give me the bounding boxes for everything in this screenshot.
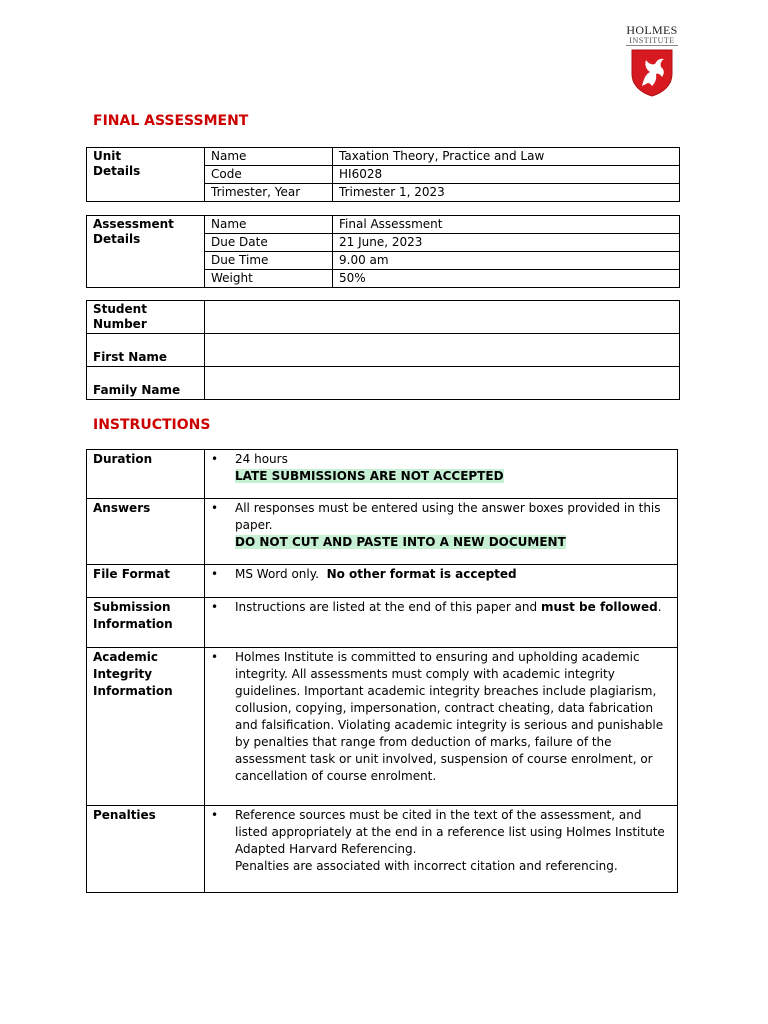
instructions-table: [86, 449, 678, 893]
instruction-row-penalties: [87, 806, 678, 893]
assessment-key-name: Name: [205, 216, 333, 234]
student-info-table: [86, 300, 680, 400]
academic-label-line3: Information: [93, 684, 173, 698]
assessment-value-name: Final Assessment: [333, 216, 680, 234]
duration-text: 24 hours: [235, 452, 288, 466]
unit-key-code: Code: [205, 166, 333, 184]
assessment-value-due-time: 9.00 am: [333, 252, 680, 270]
first-name-field[interactable]: [205, 334, 680, 367]
bullet: •: [211, 600, 219, 614]
unit-details-label: [87, 148, 205, 202]
unit-key-name: Name: [205, 148, 333, 166]
bullet: •: [211, 567, 219, 581]
logo-text-holmes: HOLMES: [626, 23, 678, 37]
instruction-row-duration: [87, 450, 678, 499]
holmes-institute-logo: [626, 24, 678, 96]
shield-icon: [626, 48, 678, 98]
instruction-row-answers: [87, 499, 678, 565]
academic-integrity-content: [205, 648, 678, 806]
instruction-row-submission: [87, 598, 678, 648]
assessment-details-label: [87, 216, 205, 288]
no-cut-paste-warning: DO NOT CUT AND PASTE INTO A NEW DOCUMENT: [235, 535, 566, 549]
academic-integrity-label: [87, 648, 205, 806]
family-name-field[interactable]: [205, 367, 680, 400]
assessment-key-weight: Weight: [205, 270, 333, 288]
late-submission-warning: LATE SUBMISSIONS ARE NOT ACCEPTED: [235, 469, 504, 483]
file-format-text: MS Word only.: [235, 567, 319, 581]
penalties-label: Penalties: [87, 806, 205, 893]
answers-text: All responses must be entered using the answer boxes provided in this paper.: [235, 501, 661, 532]
assessment-value-due-date: 21 June, 2023: [333, 234, 680, 252]
submission-text-end: .: [657, 600, 662, 614]
academic-label-line2: Integrity: [93, 667, 153, 681]
file-format-label: File Format: [87, 565, 205, 598]
academic-label-line1: Academic: [93, 650, 158, 664]
penalties-content: [205, 806, 678, 893]
assessment-value-weight: 50%: [333, 270, 680, 288]
instruction-row-file-format: [87, 565, 678, 598]
academic-integrity-text: Holmes Institute is committed to ensuring and upholding academic integrity. All assessments must comply with academic integrity guidelines. Important academic integrity breaches include plagiarism, collusion, copying, impersonation, contract cheating, data fabrication and falsification. Violating academic integrity is serious and punishable by penalties that range from deduction of marks, failure of the assessment task or unit involved, suspension of course enrolment, or cancellation of course enrolment.: [235, 650, 664, 783]
bullet: •: [211, 808, 219, 822]
assessment-details-table: [86, 215, 680, 288]
unit-value-name: Taxation Theory, Practice and Law: [333, 148, 680, 166]
unit-label-line1: Unit: [93, 149, 122, 163]
unit-key-trimester: Trimester, Year: [205, 184, 333, 202]
unit-value-code: HI6028: [333, 166, 680, 184]
assessment-key-due-time: Due Time: [205, 252, 333, 270]
unit-label-line2: Details: [93, 164, 141, 178]
bullet: •: [211, 650, 219, 664]
submission-label-line1: Submission: [93, 600, 171, 614]
submission-label: [87, 598, 205, 648]
instructions-heading: INSTRUCTIONS: [93, 417, 211, 433]
student-number-field[interactable]: [205, 301, 680, 334]
assessment-label-line1: Assessment: [93, 217, 174, 231]
penalties-text-2: Penalties are associated with incorrect citation and referencing.: [235, 859, 618, 873]
duration-content: [205, 450, 678, 499]
submission-label-line2: Information: [93, 617, 173, 631]
answers-content: [205, 499, 678, 565]
penalties-text: Reference sources must be cited in the text of the assessment, and listed appropriately at the end in a reference list using Holmes Institute Adapted Harvard Referencing.: [235, 808, 665, 856]
unit-details-table: [86, 147, 680, 202]
file-format-bold: No other format is accepted: [326, 567, 517, 581]
assessment-key-due-date: Due Date: [205, 234, 333, 252]
duration-label: Duration: [87, 450, 205, 499]
file-format-content: [205, 565, 678, 598]
first-name-label: First Name: [87, 334, 205, 367]
student-number-label: Student Number: [87, 301, 205, 334]
bullet: •: [211, 452, 219, 466]
logo-text-institute: INSTITUTE: [626, 36, 678, 46]
page-title: FINAL ASSESSMENT: [93, 113, 249, 129]
answers-label: Answers: [87, 499, 205, 565]
family-name-label: Family Name: [87, 367, 205, 400]
assessment-label-line2: Details: [93, 232, 141, 246]
instruction-row-academic-integrity: [87, 648, 678, 806]
unit-value-trimester: Trimester 1, 2023: [333, 184, 680, 202]
submission-bold: must be followed: [540, 600, 658, 614]
bullet: •: [211, 501, 219, 515]
submission-text: Instructions are listed at the end of this paper and: [235, 600, 541, 614]
submission-content: [205, 598, 678, 648]
